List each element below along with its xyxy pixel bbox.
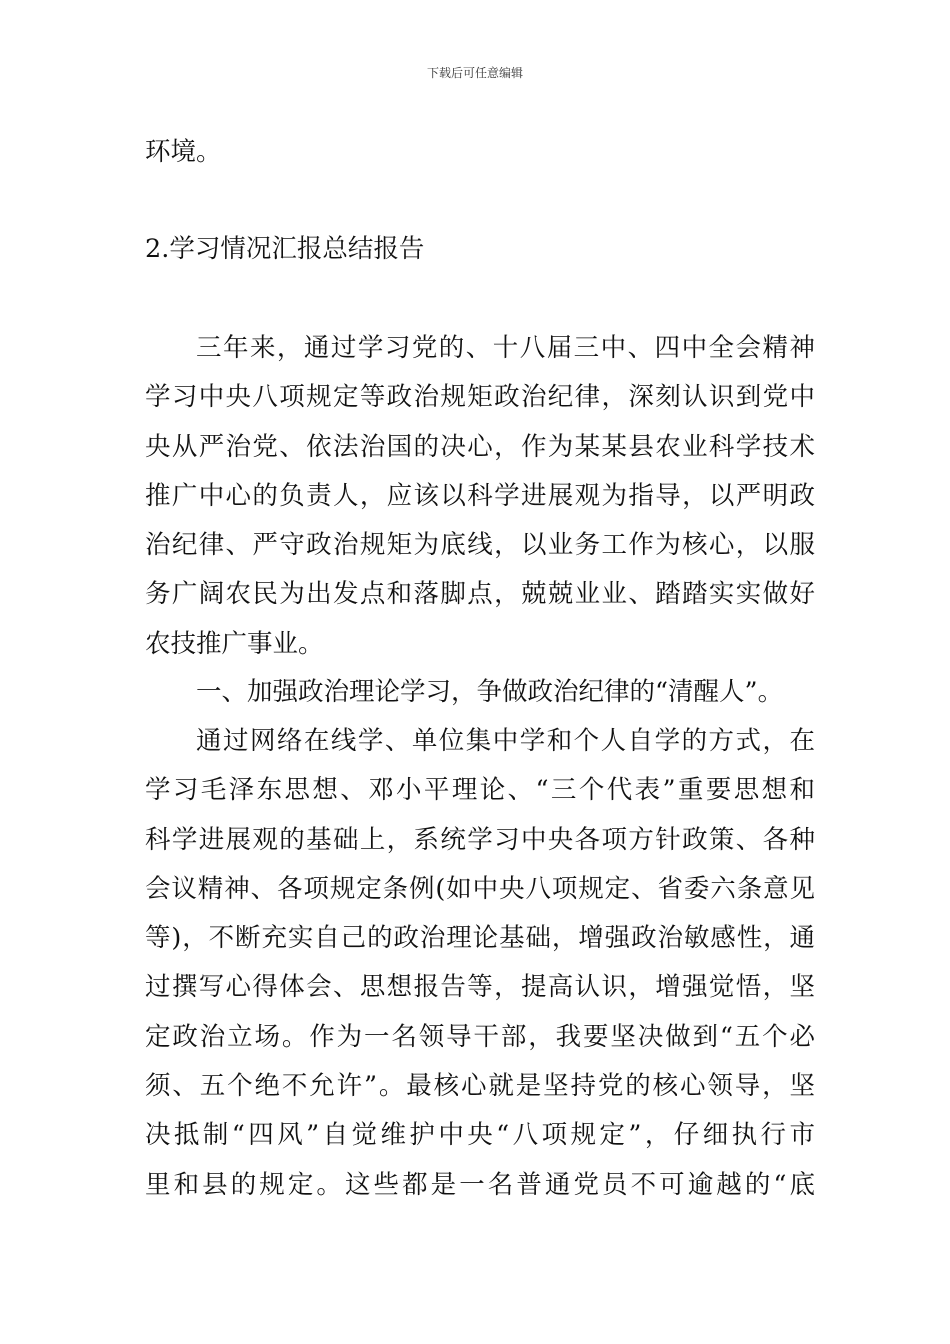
- paragraph-line: 定政治立场。作为一名领导干部，我要坚决做到“五个必: [145, 1021, 815, 1052]
- paragraph-line: 科学进展观的基础上，系统学习中央各项方针政策、各种: [145, 824, 815, 855]
- paragraph-line: 学习毛泽东思想、邓小平理论、“三个代表”重要思想和: [145, 775, 815, 806]
- paragraph-intro: [145, 324, 815, 669]
- paragraph-line: 须、五个绝不允许”。最核心就是坚持党的核心领导，坚: [145, 1071, 815, 1102]
- paragraph-line: 等)，不断充实自己的政治理论基础，增强政治敏感性，通: [145, 923, 815, 954]
- paragraph-line: 过撰写心得体会、思想报告等，提高认识，增强觉悟，坚: [145, 972, 815, 1003]
- paragraph-line: 学习中央八项规定等政治规矩政治纪律，深刻认识到党中: [145, 382, 815, 413]
- paragraph-line: 决抵制“四风”自觉维护中央“八项规定”，仔细执行市: [145, 1120, 815, 1151]
- section-title: 2.学习情况汇报总结报告: [145, 234, 425, 264]
- paragraph-line: 推广中心的负责人，应该以科学进展观为指导，以严明政: [145, 480, 815, 511]
- page-header: 下载后可任意编辑: [426, 66, 523, 80]
- subheading-one: 一、加强政治理论学习，争做政治纪律的“清醒人”。: [196, 677, 784, 707]
- paragraph-study: [145, 717, 815, 1210]
- paragraph-line: 治纪律、严守政治规矩为底线，以业务工作为核心，以服: [145, 530, 815, 561]
- paragraph-line: 农技推广事业。: [145, 628, 324, 659]
- paragraph-line: 会议精神、各项规定条例(如中央八项规定、省委六条意见: [145, 873, 815, 904]
- paragraph-line: 务广阔农民为出发点和落脚点，兢兢业业、踏踏实实做好: [145, 579, 815, 610]
- text-fragment: 环境。: [145, 137, 222, 167]
- paragraph-line: 三年来，通过学习党的、十八届三中、四中全会精神: [196, 333, 815, 363]
- paragraph-line: 里和县的规定。这些都是一名普通党员不可逾越的“底: [145, 1169, 815, 1200]
- paragraph-line: 央从严治党、依法治国的决心，作为某某县农业科学技术: [145, 431, 815, 462]
- paragraph-line: 通过网络在线学、单位集中学和个人自学的方式，在: [196, 726, 815, 756]
